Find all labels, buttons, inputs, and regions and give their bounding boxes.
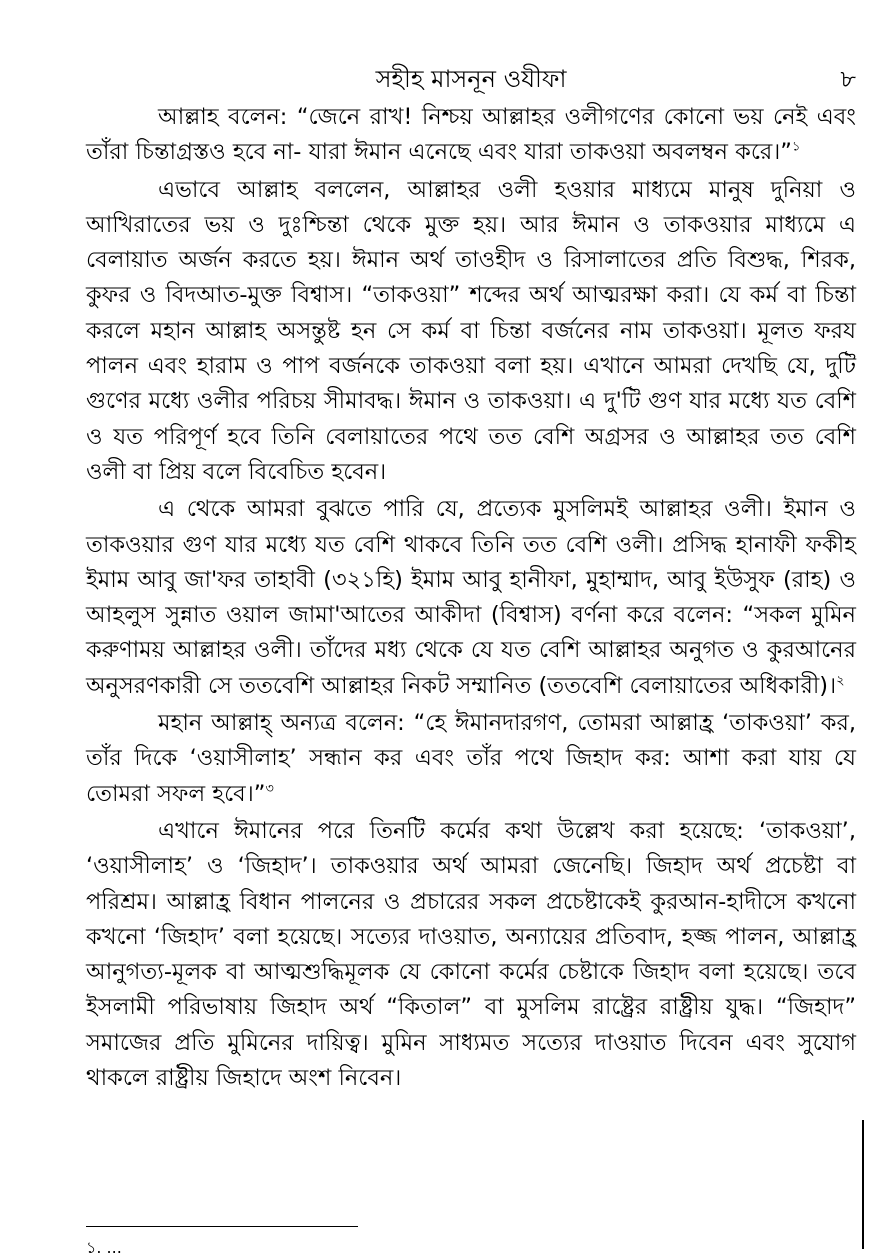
paragraph-4 (86, 706, 856, 812)
paragraph-4-text: মহান আল্লাহ্ অন্যত্র বলেন: “হে ঈমানদারগণ, তোমরা আল্লাহ্র ‘তাকওয়া’ কর, তাঁর দিকে ‘ওয়াসীলাহ’ সন্ধান কর এবং তাঁর পথে জিহাদ কর: আশা করা যায় যে তোমরা সফল হবে।” (86, 710, 856, 807)
footnote-ref-3: ৩ (265, 781, 274, 797)
footnote-ref-2: ২ (836, 673, 845, 689)
paragraph-1-text: আল্লাহ বলেন: “জেনে রাখ! নিশ্চয় আল্লাহর ওলীগণের কোনো ভয় নেই এবং তাঁরা চিন্তাগ্রস্তও হবে না- যারা ঈমান এনেছে এবং যারা তাকওয়া অবলম্বন করে।” (86, 104, 856, 166)
running-header (86, 62, 856, 102)
body-text (86, 100, 856, 1096)
paragraph-2 (86, 173, 856, 491)
paragraph-2-text: এভাবে আল্লাহ বললেন, আল্লাহর ওলী হওয়ার মাধ্যমে মানুষ দুনিয়া ও আখিরাতের ভয় ও দুঃশ্চিন্তা থেকে মুক্ত হয়। আর ঈমান ও তাকওয়ার মাধ্যমে এ বেলায়াত অর্জন করতে হয়। ঈমান অর্থ তাওহীদ ও রিসালাতের প্রতি বিশুদ্ধ, শিরক, কুফর ও বিদআত-মুক্ত বিশ্বাস। “তাকওয়া” শব্দের অর্থ আত্মরক্ষা করা। যে কর্ম বা চিন্তা করলে মহান আল্লাহ অসন্তুষ্ট হন সে কর্ম বা চিন্তা বর্জনের নাম তাকওয়া। মূলত ফরয পালন এবং হারাম ও পাপ বর্জনকে তাকওয়া বলা হয়। এখানে আমরা দেখছি যে, দুটি গুণের মধ্যে ওলীর পরিচয় সীমাবদ্ধ। ঈমান ও তাকওয়া। এ দু'টি গুণ যার মধ্যে যত বেশি ও যত পরিপূর্ণ হবে তিনি বেলায়াতের পথে তত বেশি অগ্রসর ও আল্লাহর তত বেশি ওলী বা প্রিয় বলে বিবেচিত হবেন। (86, 176, 856, 485)
page-edge-line (862, 1120, 864, 1249)
paragraph-5-text: এখানে ঈমানের পরে তিনটি কর্মের কথা উল্লেখ করা হয়েছে: ‘তাকওয়া’, ‘ওয়াসীলাহ’ ও ‘জিহাদ’। তাকওয়ার অর্থ আমরা জেনেছি। জিহাদ অর্থ প্রচেষ্টা বা পরিশ্রম। আল্লাহ্র বিধান পালনের ও প্রচারের সকল প্রচেষ্টাকেই কুরআন-হাদীসে কখনো কখনো ‘জিহাদ’ বলা হয়েছে। সত্যের দাওয়াত, অন্যায়ের প্রতিবাদ, হজ্জ পালন, আল্লাহ্র আনুগত্য-মূলক বা আত্মশুদ্ধিমূলক যে কোনো কর্মের চেষ্টাকে জিহাদ বলা হয়েছে। তবে ইসলামী পরিভাষায় জিহাদ অর্থ “কিতাল” বা মুসলিম রাষ্ট্রের রাষ্ট্রীয় যুদ্ধ। “জিহাদ” সমাজের প্রতি মুমিনের দায়িত্ব। মুমিন সাধ্যমত সত্যের দাওয়াত দিবেন এবং সুযোগ থাকলে রাষ্ট্রীয় জিহাদে অংশ নিবেন। (86, 817, 856, 1092)
paragraph-3-text: এ থেকে আমরা বুঝতে পারি যে, প্রত্যেক মুসলিমই আল্লাহর ওলী। ইমান ও তাকওয়ার গুণ যার মধ্যে যত বেশি থাকবে তিনি তত বেশি ওলী। প্রসিদ্ধ হানাফী ফকীহ ইমাম আবু জা'ফর তাহাবী (৩২১হি) ইমাম আবু হানীফা, মুহাম্মাদ, আবু ইউসুফ (রাহ) ও আহলুস সুন্নাত ওয়াল জামা'আতের আকীদা (বিশ্বাস) বর্ণনা করে বলেন: “সকল মুমিন করুণাময় আল্লাহর ওলী। তাঁদের মধ্য থেকে যে যত বেশি আল্লাহর অনুগত ও কুরআনের অনুসরণকারী সে ততবেশি আল্লাহর নিকট সম্মানিত (ততবেশি বেলায়াতের অধিকারী)। (86, 496, 856, 699)
running-header-title: সহীহ মাসনূন ওযীফা (375, 65, 567, 93)
page-number: ৮ (840, 65, 856, 93)
footnote-ref-1: ১ (791, 139, 801, 155)
footnote-text: ১. ... (86, 1238, 122, 1257)
paragraph-3 (86, 492, 856, 704)
paragraph-1 (86, 100, 856, 171)
paragraph-5 (86, 814, 856, 1096)
footnote-divider (86, 1226, 358, 1227)
